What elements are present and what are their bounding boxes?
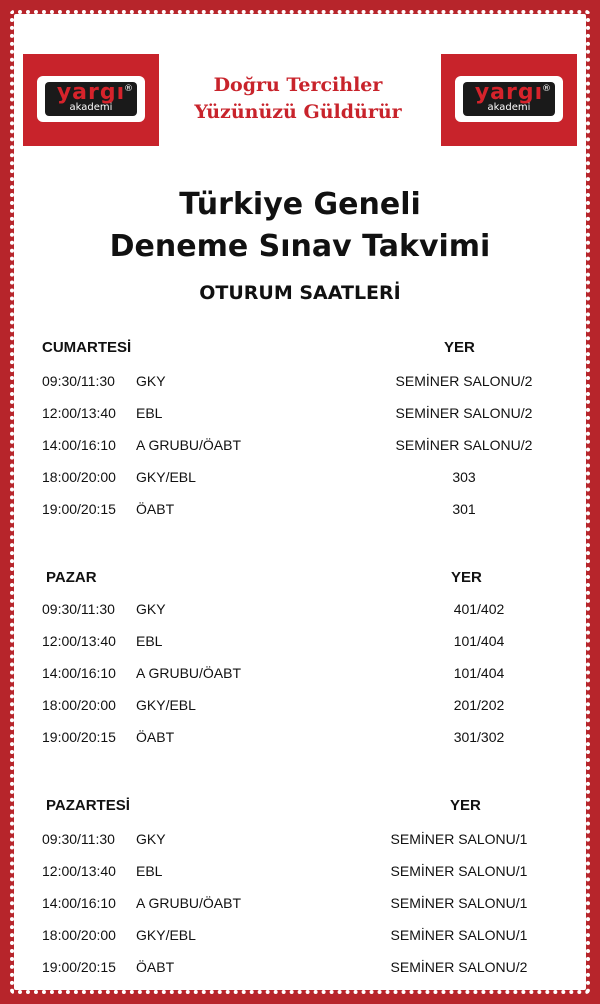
exam-cell: A GRUBU/ÖABT [136, 665, 242, 681]
place-cell: SEMİNER SALONU/1 [390, 831, 528, 847]
table-row [14, 469, 586, 491]
table-row [14, 501, 586, 523]
place-cell: SEMİNER SALONU/2 [395, 373, 533, 389]
table-row [14, 927, 586, 949]
time-cell: 18:00/20:00 [42, 469, 116, 485]
slogan [164, 72, 432, 126]
time-cell: 14:00/16:10 [42, 895, 116, 911]
time-cell: 14:00/16:10 [42, 665, 116, 681]
time-cell: 19:00/20:15 [42, 729, 116, 745]
logo-left [23, 54, 159, 146]
place-cell: 101/404 [453, 665, 505, 681]
time-cell: 18:00/20:00 [42, 697, 116, 713]
exam-cell: EBL [136, 405, 163, 421]
table-row [14, 601, 586, 623]
table-row [14, 633, 586, 655]
exam-cell: GKY [136, 831, 166, 847]
logo-plate [455, 76, 563, 122]
exam-cell: GKY/EBL [136, 927, 196, 943]
exam-cell: GKY/EBL [136, 697, 196, 713]
place-cell: 101/404 [453, 633, 505, 649]
exam-cell: GKY [136, 373, 166, 389]
table-row [14, 373, 586, 395]
logo-plate [37, 76, 145, 122]
location-heading: YER [451, 569, 482, 586]
logo-sub: akademi [487, 102, 531, 113]
logo-word: yargı [56, 80, 126, 105]
table-row [14, 863, 586, 885]
exam-cell: ÖABT [136, 959, 175, 975]
exam-cell: GKY [136, 601, 166, 617]
location-heading: YER [450, 797, 481, 814]
place-cell: SEMİNER SALONU/2 [395, 437, 533, 453]
page-title [14, 184, 586, 268]
place-cell: SEMİNER SALONU/1 [390, 927, 528, 943]
day-heading: PAZARTESİ [46, 797, 130, 814]
logo-mark [45, 82, 137, 116]
time-cell: 09:30/11:30 [42, 601, 115, 617]
place-cell: 301/302 [453, 729, 505, 745]
poster [14, 14, 586, 990]
place-cell: SEMİNER SALONU/2 [395, 405, 533, 421]
time-cell: 19:00/20:15 [42, 959, 116, 975]
logo-right [441, 54, 577, 146]
table-row [14, 831, 586, 853]
slogan-line-1: Doğru Tercihler [213, 74, 383, 96]
exam-cell: EBL [136, 863, 163, 879]
place-cell: SEMİNER SALONU/2 [390, 959, 528, 975]
table-row [14, 665, 586, 687]
slogan-line-2: Yüzünüzü Güldürür [194, 101, 402, 123]
table-row [14, 437, 586, 459]
logo-mark [463, 82, 555, 116]
title-line-1: Türkiye Geneli [179, 187, 421, 222]
place-cell: SEMİNER SALONU/1 [390, 863, 528, 879]
exam-cell: ÖABT [136, 501, 175, 517]
place-cell: 201/202 [453, 697, 505, 713]
time-cell: 14:00/16:10 [42, 437, 116, 453]
place-cell: 303 [452, 469, 476, 485]
time-cell: 12:00/13:40 [42, 633, 116, 649]
time-cell: 09:30/11:30 [42, 373, 115, 389]
registered-icon: ® [542, 84, 551, 94]
day-heading: PAZAR [46, 569, 97, 586]
exam-cell: EBL [136, 633, 163, 649]
exam-cell: GKY/EBL [136, 469, 196, 485]
location-heading: YER [444, 339, 475, 356]
title-line-2: Deneme Sınav Takvimi [109, 229, 491, 264]
time-cell: 19:00/20:15 [42, 501, 116, 517]
time-cell: 12:00/13:40 [42, 863, 116, 879]
place-cell: 401/402 [453, 601, 505, 617]
exam-cell: A GRUBU/ÖABT [136, 895, 242, 911]
time-cell: 18:00/20:00 [42, 927, 116, 943]
time-cell: 09:30/11:30 [42, 831, 115, 847]
logo-sub: akademi [69, 102, 113, 113]
table-row [14, 729, 586, 751]
table-row [14, 959, 586, 981]
place-cell: SEMİNER SALONU/1 [390, 895, 528, 911]
table-row [14, 895, 586, 917]
registered-icon: ® [124, 84, 133, 94]
day-heading: CUMARTESİ [42, 339, 132, 356]
table-row [14, 405, 586, 427]
place-cell: 301 [452, 501, 476, 517]
logo-word: yargı [474, 80, 544, 105]
exam-cell: ÖABT [136, 729, 175, 745]
time-cell: 12:00/13:40 [42, 405, 116, 421]
exam-cell: A GRUBU/ÖABT [136, 437, 242, 453]
page-subtitle: OTURUM SAATLERİ [199, 282, 401, 304]
table-row [14, 697, 586, 719]
